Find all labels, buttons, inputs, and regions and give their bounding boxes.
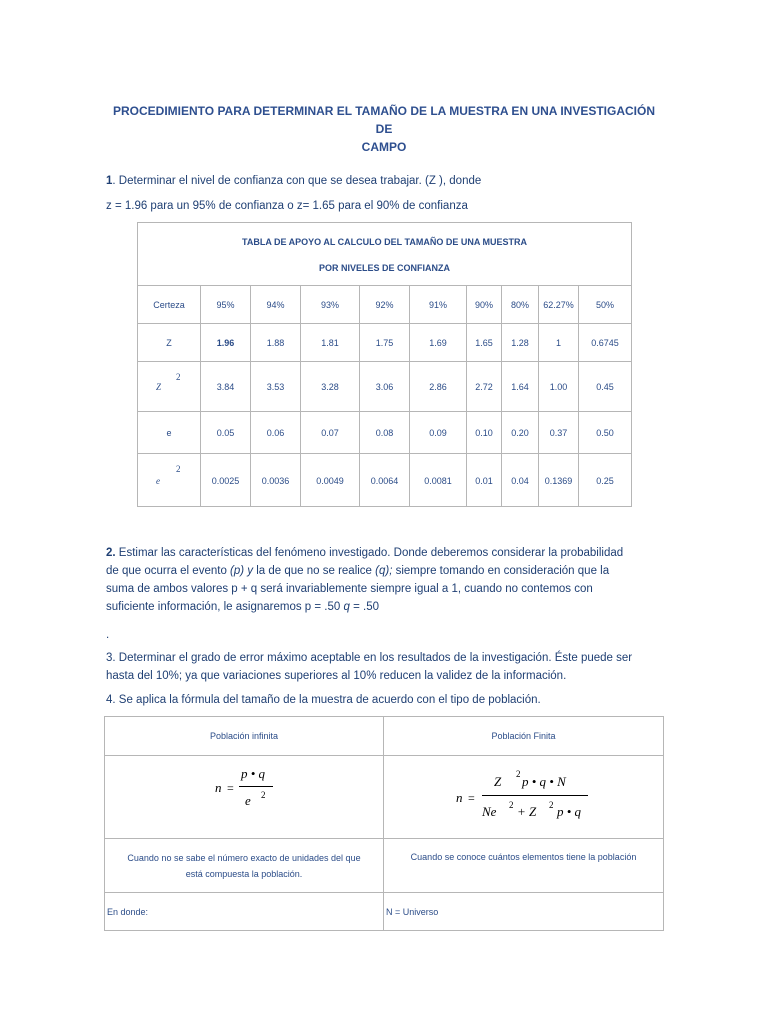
finite-den-exp1: 2 (509, 800, 514, 810)
table-cell: 0.07 (301, 412, 360, 453)
table-cell: 0.1369 (539, 454, 579, 507)
infinite-population-header: Población infinita (105, 717, 384, 755)
step2-number: 2. (106, 547, 116, 559)
row-label-text: Z (156, 381, 162, 392)
confidence-table-title-1: TABLA DE APOYO AL CALCULO DEL TAMAÑO DE UNA MUESTRA (242, 237, 527, 247)
table-cell: 3.53 (251, 362, 301, 411)
z-row (138, 324, 631, 362)
table-cell: 1.00 (539, 362, 579, 411)
confidence-table-title-2: POR NIVELES DE CONFIANZA (318, 263, 450, 273)
table-cell: 80% (502, 286, 539, 323)
step2-line4a: suficiente información, le asignaremos p = .50 (106, 601, 344, 613)
finite-formula-cell (384, 756, 663, 838)
table-cell: 0.05 (201, 412, 251, 453)
table-cell: 91% (410, 286, 467, 323)
table-cell: 62.27% (539, 286, 579, 323)
step1-line2: z = 1.96 para un 95% de confianza o z= 1.65 para el 90% de confianza (106, 200, 468, 212)
row-label (138, 324, 201, 361)
table-cell: 2.86 (410, 362, 467, 411)
finite-den-ne: Ne (482, 804, 497, 819)
row-label (138, 454, 201, 507)
step2-line2e: siempre tomando en consideración que la (392, 565, 610, 577)
step3-line2: hasta del 10%; ya que variaciones superiores al 10% reducen la validez de la información. (106, 670, 567, 682)
table-cell: 95% (201, 286, 251, 323)
finite-fraction-bar (482, 795, 588, 796)
formula-eq: = (227, 781, 234, 795)
step2-line4b: q (343, 601, 350, 613)
table-cell: 0.09 (410, 412, 467, 453)
confidence-table (137, 222, 632, 507)
table-cell: 1.65 (467, 324, 502, 361)
infinite-description (105, 839, 384, 892)
row-label-text: e (166, 427, 172, 438)
page-title (110, 102, 658, 156)
table-cell: 1.69 (410, 324, 467, 361)
title-line-2: CAMPO (361, 140, 407, 154)
row-label-text: e (156, 475, 160, 486)
e-row (138, 412, 631, 454)
e-squared-row (138, 454, 631, 507)
step2-line4c: = .50 (349, 601, 379, 613)
confidence-table-header (138, 223, 631, 286)
description-row (105, 839, 663, 893)
table-cell: 0.45 (596, 381, 614, 392)
step2-line2c: la de que no se realice (253, 565, 376, 577)
table-cell: 0.6745 (591, 337, 619, 348)
table-cell: 1.64 (502, 362, 539, 411)
table-cell: 0.10 (467, 412, 502, 453)
step1-paragraph (106, 172, 666, 190)
formula-denominator: e (245, 793, 251, 808)
step2-line3: suma de ambos valores p + q será invariablemente siempre igual a 1, cuando no contemos con (106, 583, 593, 595)
table-cell: 3.28 (301, 362, 360, 411)
certainty-row (138, 286, 631, 324)
step4-paragraph: 4. Se aplica la fórmula del tamaño de la muestra de acuerdo con el tipo de población. (106, 694, 541, 706)
finite-den-plus-z: + Z (517, 804, 537, 819)
z-squared-row (138, 362, 631, 412)
finite-num-rest: p • q • N (522, 774, 566, 789)
finite-description: Cuando se conoce cuántos elementos tiene la población (410, 852, 637, 862)
table-cell: 3.06 (360, 362, 410, 411)
finite-eq: = (468, 791, 475, 805)
formula-numerator: p • q (241, 766, 266, 781)
stray-dot: . (106, 629, 110, 641)
table-cell: 93% (301, 286, 360, 323)
row-label-text: Certeza (153, 299, 185, 310)
table-cell: 0.08 (360, 412, 410, 453)
fraction-bar (239, 786, 273, 787)
formula-exponent: 2 (261, 790, 266, 800)
table-cell: 0.0049 (301, 454, 360, 507)
table-cell: 0.0081 (410, 454, 467, 507)
row-label (138, 362, 201, 411)
table-cell: 0.01 (467, 454, 502, 507)
step2-line2b: (p) y (230, 565, 254, 577)
table-cell: 0.20 (502, 412, 539, 453)
table-cell: 1.81 (301, 324, 360, 361)
step1-text: . Determinar el nivel de confianza con que se desea trabajar. (Z ), donde (112, 175, 482, 187)
step2-paragraph (106, 544, 666, 616)
table-cell: 1.88 (251, 324, 301, 361)
table-cell: 0.0064 (360, 454, 410, 507)
where-label: En donde: (105, 893, 384, 930)
row-label (138, 412, 201, 453)
infinite-formula-cell (105, 756, 384, 838)
formula-table (104, 716, 664, 931)
table-cell: 90% (467, 286, 502, 323)
finite-n: n (456, 790, 463, 805)
table-cell: 3.84 (201, 362, 251, 411)
title-line-1: PROCEDIMIENTO PARA DETERMINAR EL TAMAÑO DE LA MUESTRA EN UNA INVESTIGACIÓN DE (112, 104, 655, 136)
table-cell: 0.37 (539, 412, 579, 453)
table-cell: 0.25 (596, 475, 614, 486)
step3-paragraph (106, 649, 666, 685)
table-cell: 94% (251, 286, 301, 323)
table-cell: 50% (595, 299, 614, 310)
universe-definition: N = Universo (386, 906, 439, 917)
formula-n: n (215, 780, 222, 795)
row-label-exponent: 2 (176, 464, 181, 474)
formula-row (105, 756, 663, 839)
table-cell: 2.72 (467, 362, 502, 411)
table-cell: 0.50 (596, 427, 614, 438)
infinite-description-line2: está compuesta la población. (185, 868, 303, 879)
table-cell: 1.75 (360, 324, 410, 361)
finite-den-rest: p • q (557, 804, 582, 819)
finite-population-header: Población Finita (491, 731, 556, 741)
finite-num-z: Z (494, 774, 502, 789)
row-label-exponent: 2 (176, 372, 181, 382)
table-cell: 0.0036 (251, 454, 301, 507)
table-cell: 92% (360, 286, 410, 323)
table-cell: 1.96 (201, 324, 251, 361)
table-cell: 1 (539, 324, 579, 361)
infinite-description-line1: Cuando no se sabe el número exacto de unidades del que (127, 852, 361, 863)
step1-number: 1 (106, 175, 113, 187)
finite-den-exp2: 2 (549, 800, 554, 810)
row-label-text: Z (166, 337, 172, 348)
table-cell: 0.04 (502, 454, 539, 507)
infinite-formula (105, 756, 383, 838)
row-label (138, 286, 201, 323)
footer-row (105, 893, 663, 930)
table-cell: 0.0025 (201, 454, 251, 507)
table-cell: 1.28 (502, 324, 539, 361)
finite-num-exp: 2 (516, 769, 521, 779)
table-cell: 0.06 (251, 412, 301, 453)
step2-line1: Estimar las características del fenómeno investigado. Donde deberemos considerar la probabilidad (115, 547, 624, 559)
formula-table-header-row (105, 717, 663, 756)
step2-line2a: de que ocurra el evento (106, 565, 231, 577)
step2-line2d: (q); (375, 565, 393, 577)
step3-line1: 3. Determinar el grado de error máximo aceptable en los resultados de la investigación. Éste puede ser (106, 652, 633, 664)
finite-formula (384, 756, 663, 838)
